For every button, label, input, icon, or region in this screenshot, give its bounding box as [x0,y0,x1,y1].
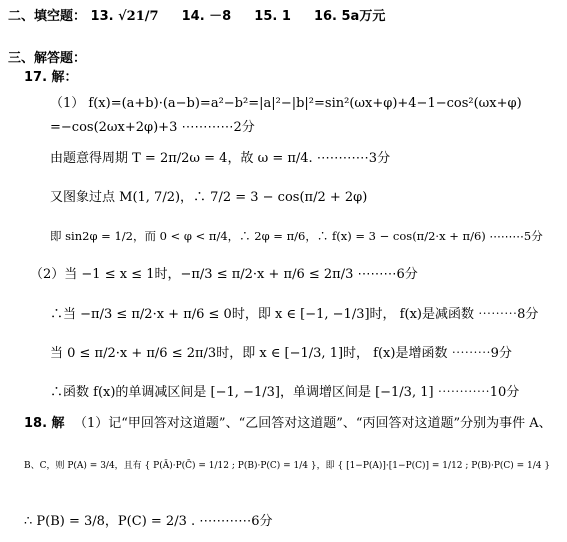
q17-line-5: 即 sin2φ = 1/2，而 0 < φ < π/4，∴ 2φ = π/6，∴ f(x) = 3 − cos(π/2·x + π/6) ⋯⋯⋯5分 [50,229,543,243]
q15-answer: 15. 1 [254,9,291,24]
q17-line-7: ∴当 −π/3 ≤ π/2·x + π/6 ≤ 0时，即 x ∈ [−1, −1/3]时， f(x)是减函数 ⋯⋯⋯8分 [50,307,539,322]
fill-in-header [8,10,385,23]
q17-line-8: 当 0 ≤ π/2·x + π/6 ≤ 2π/3时，即 x ∈ [−1/3, 1]时， f(x)是增函数 ⋯⋯⋯9分 [50,346,512,361]
q17-line-9: ∴函数 f(x)的单调减区间是 [−1, −1/3]，单调增区间是 [−1/3, 1] ⋯⋯⋯⋯10分 [50,385,520,400]
q14-answer: 14. －8 [181,9,232,24]
q17-line-2: =−cos(2ωx+2φ)+3 ⋯⋯⋯⋯2分 [50,120,255,135]
q18-label: 18. 解 [24,416,65,431]
q16-answer: 16. 5a万元 [313,9,386,24]
q17-line-4: 又图象过点 M(1, 7/2)，∴ 7/2 = 3 − cos(π/2 + 2φ) [50,190,368,205]
q17-line-6: （2）当 −1 ≤ x ≤ 1时，−π/3 ≤ π/2·x + π/6 ≤ 2π/3 ⋯⋯⋯6分 [30,267,418,282]
q18-line-1: （1）记“甲回答对这道题”、“乙回答对这道题”、“丙回答对这道题”分别为事件 A、 [74,416,552,431]
q18-line-3: ∴ P(B) = 3/8，P(C) = 2/3 . ⋯⋯⋯⋯6分 [24,514,273,529]
fill-in-label: 二、填空题： [8,9,87,24]
q13-number: 13. [90,9,114,24]
q17-line-3: 由题意得周期 T = 2π/2ω = 4，故 ω = π/4. ⋯⋯⋯⋯3分 [50,151,391,166]
q17-line-1: （1） f(x)=(a+b)·(a−b)=a²−b²=|a|²−|b|²=sin²(ωx+φ)+4−1−cos²(ωx+φ) [50,96,522,111]
q18-line-2: B、C，则 P(A) = 3/4，且有 { P(Ā)·P(C̄) = 1/12 ; P(B)·P(C) = 1/4 }，即 { [1−P(A)]·[1−P(C)] = 1/12 ; P(B)·P(C) = 1/4 } [24,461,551,471]
q17-label: 17. 解： [24,70,78,85]
solve-header: 三、解答题： [8,51,87,66]
q13-answer: √21/7 [118,9,159,24]
